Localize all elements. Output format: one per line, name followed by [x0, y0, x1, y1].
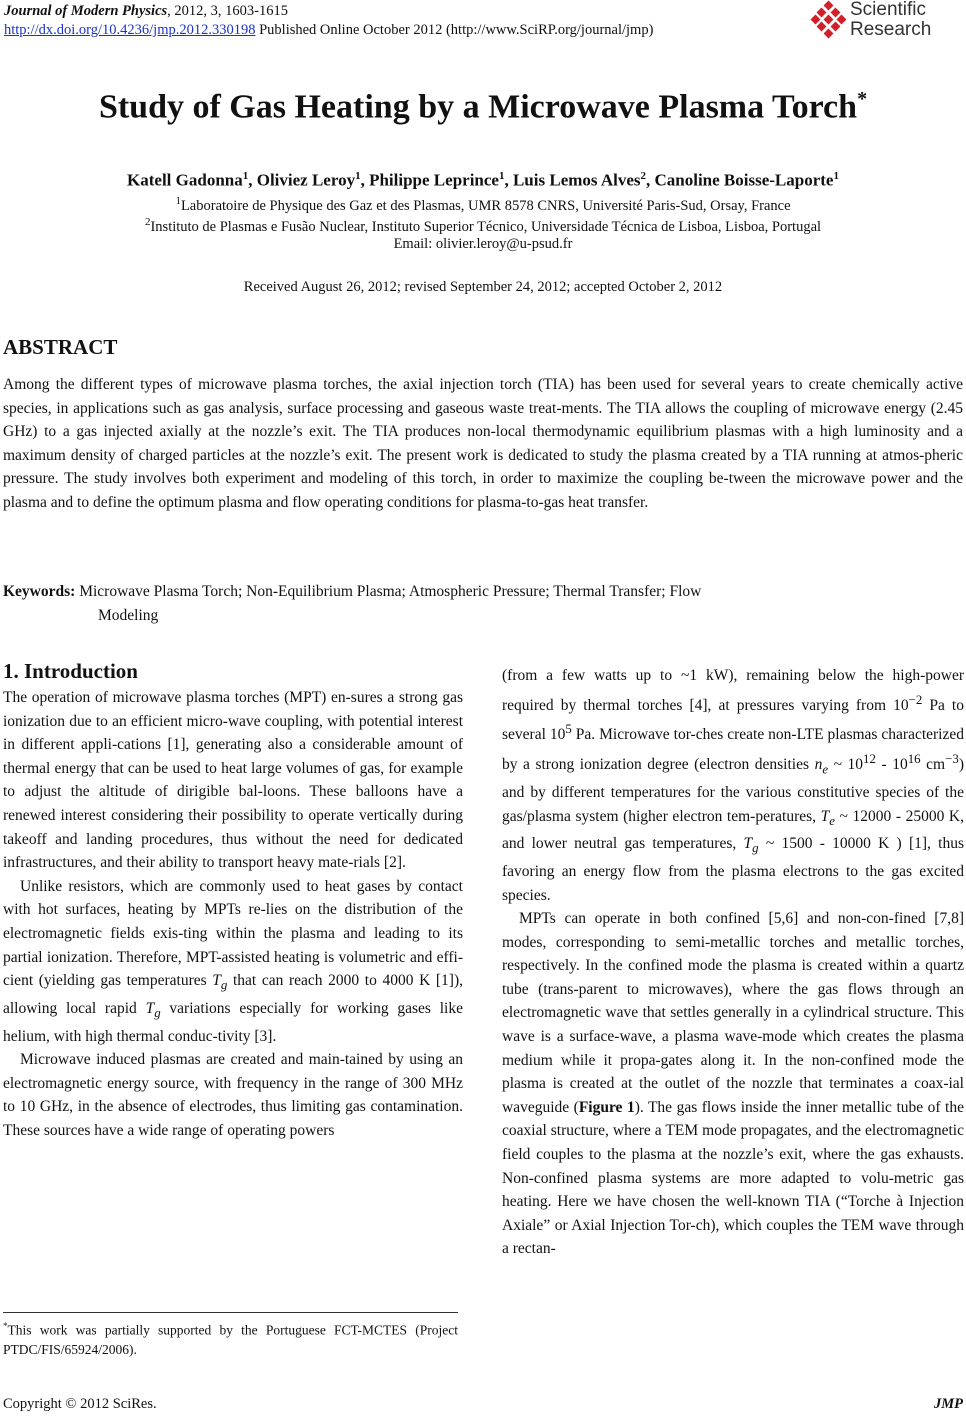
author: Philippe Leprince [369, 170, 499, 190]
figure-reference[interactable]: Figure 1 [578, 1098, 635, 1116]
logo-mark-icon [812, 2, 846, 36]
affiliation-1: $^1$Laboratoire de Physique des Gaz et des Plasmas, UMR 8578 CNRS, Université Paris-Sud, Orsay, France [175, 195, 791, 214]
section-heading: 1. Introduction [3, 659, 138, 683]
right-column [502, 664, 964, 1261]
page-footer [3, 1396, 963, 1413]
abstract-heading: ABSTRACT [3, 335, 118, 359]
paragraph: MPTs can operate in both confined [5,6] and non-con-fined [7,8] modes, corresponding to semi-metallic torches and metallic torches, respectively. In the confined mode the plasma is created within a quartz tube (trans-parent to microwaves), where the gas flows through an electromagnetic wave that settles generally in a cylindrical structure. This wave is a surface-wave, a plasma wave-mode which creates the plasma medium while it propa-gates along it. In the non-confined mode the plasma is created at the outlet of the nozzle that terminates a coax-ial waveguide (Figure 1). The gas flows inside the inner metallic tube of the coaxial structure, where a TEM mode propagates, and the electromagnetic field couples to the plasma at the nozzle’s exit, where the gas exhausts. Non-confined plasma systems are more adapted to volu-metric gas heating. Here we have chosen the well-known TIA (“Torche à Injection Axiale” or Axial Injection Tor-ch), which couples the TEM wave through a rectan- [502, 910, 964, 1258]
doi-link[interactable]: http://dx.doi.org/10.4236/jmp.2012.330198 [4, 22, 256, 38]
contact-email: Email: olivier.leroy@u-psud.fr [393, 236, 573, 252]
left-column [3, 686, 463, 1142]
paragraph: (from a few watts up to ~1 kW), remaining below the high-power required by thermal torches [4], at pressures varying from $10^{-2}$ Pa to several $10^5$ Pa. Microwave tor-ches create non-LTE plasmas characterized by a strong ionization degree (electron densities $n_e$ ~ $10^{12} - 10^{16}$ $cm^{-3}$) and by different temperatures for the various constitutive species of the gas/plasma system (higher electron tem-peratures, $T_e$ ~ 12000 - 25000 K, and lower neutral gas temperatures, $T_g$ ~ 1500 - 10000 K ) [1], thus favoring an energy flow from the plasma electrons to the gas excited species. [502, 667, 965, 904]
journal-abbreviation: JMP [934, 1396, 963, 1412]
keywords-label: Keywords: [3, 583, 76, 600]
paragraph: Microwave induced plasmas are created and main-tained by using an electromagnetic energy source, with frequency in the range of 300 MHz to 10 GHz, in the absence of electrodes, thus limiting gas contamination. These sources have a wide range of operating powers [3, 1051, 463, 1139]
copyright: Copyright © 2012 SciRes. [3, 1396, 157, 1412]
author-list: Katell Gadonna$^1$, Oliviez Leroy$^1$, Philippe Leprince$^1$, Luis Lemos Alves$^2$, Canoline Boisse-Laporte$^1$ [127, 170, 839, 190]
received-dates: Received August 26, 2012; revised September 24, 2012; accepted October 2, 2012 [243, 279, 723, 295]
affiliation-2: $^2$Instituto de Plasmas e Fusão Nuclear, Instituto Superior Técnico, Universidade Técnica de Lisboa, Lisboa, Portugal [144, 216, 822, 235]
journal-name: Journal of Modern Physics [4, 3, 168, 19]
paragraph: The operation of microwave plasma torches (MPT) en-sures a strong gas ionization due to an efficient micro-wave coupling, with potential interest in different appli-cations [1], generating also a considerable amount of thermal energy that can be used to heat large volumes of gas, for example to adjust the altitude of dirigible bal-loons. These balloons have a renewed interest considering their possibility to operate vertically during takeoff and landing procedures, thus without the need for dedicated infrastructures, and their ability to transport heavy mate-rials [2]. [3, 689, 463, 872]
author: Luis Lemos Alves [512, 170, 641, 190]
abstract-text: Among the different types of microwave plasma torches, the axial injection torch (TIA) has been used for several years to create chemically active species, in applications such as gas analysis, surface processing and gaseous waste treat-ments. The TIA allows the coupling of microwave energy (2.45 GHz) to a gas injected axially at the nozzle’s exit. The TIA produces non-local thermodynamic equilibrium plasmas with a high luminosity and a maximum density of charged particles at the nozzle’s exit. The present work is dedicated to study the plasma created by a TIA running at atmos-pheric pressure. The study involves both experiment and modeling of this torch, in order to maximize the coupling be-tween the microwave power and the plasma and to define the optimum plasma and flow operating conditions for plasma-to-gas heat transfer. [3, 376, 963, 511]
footnote: *This work was partially supported by the Portuguese FCT-MCTES (Project PTDC/FIS/65924/2006). [3, 1321, 458, 1357]
journal-header [4, 2, 653, 40]
logo-line-1: Scientific [850, 0, 927, 20]
paper-title: Study of Gas Heating by a Microwave Plasma Torch* [98, 88, 868, 126]
scientific-research-logo [812, 0, 962, 44]
author: Katell Gadonna [127, 170, 243, 190]
footnote-divider [3, 1312, 458, 1313]
paragraph: Unlike resistors, which are commonly used to heat gases by contact with hot surfaces, heating by MPTs re-lies on the distribution of the electromagnetic fields exis-ting within the plasma and leading to its partial ionization. Therefore, MPT-assisted heating is volumetric and effi-cient (yielding gas temperatures $T_g$ that can reach 2000 to 4000 K [1]), allowing local rapid $T_g$ variations especially for working gases like helium, with high thermal conduc-tivity [3]. [3, 877, 463, 1045]
author: Canoline Boisse-Laporte [654, 170, 834, 190]
keywords: Keywords: Microwave Plasma Torch; Non-Equilibrium Plasma; Atmospheric Pressure; Thermal Transfer; Flow Modeling [3, 583, 702, 624]
author: Oliviez Leroy [256, 170, 356, 190]
journal-citation: , 2012, 3, 1603-1615 [167, 3, 288, 19]
title-footnote-mark: * [857, 88, 868, 110]
logo-line-2: Research [850, 19, 932, 40]
published-online: Published Online October 2012 (http://www.SciRP.org/journal/jmp) [255, 22, 654, 38]
